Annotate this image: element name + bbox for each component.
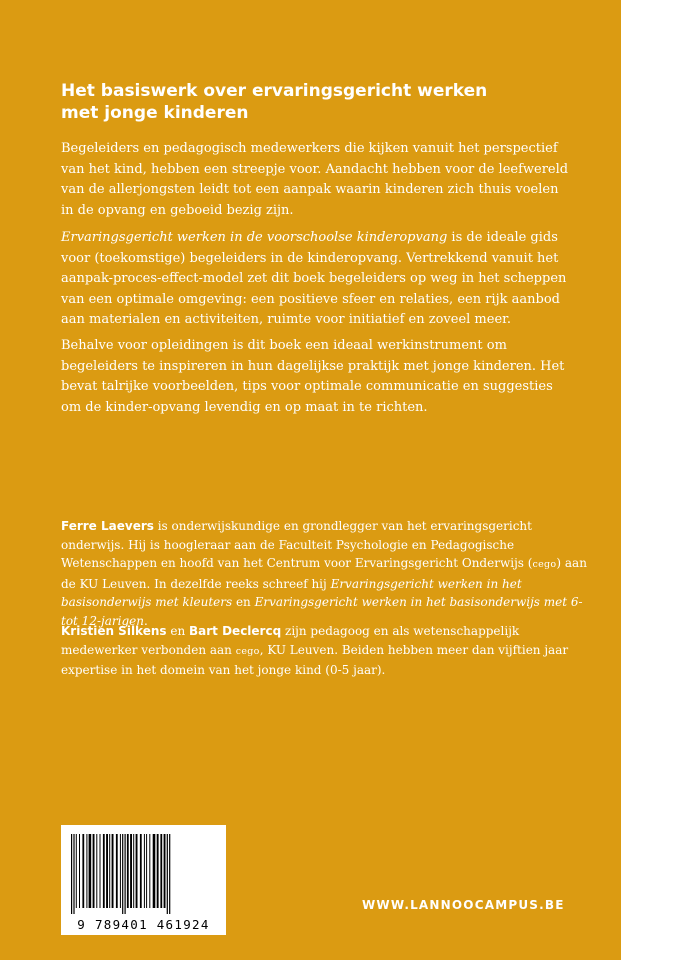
- heading-line-2: met jonge kinderen: [61, 103, 249, 123]
- bio1-cego: cego: [532, 559, 557, 570]
- barcode-bar: [120, 834, 121, 908]
- barcode-bar: [73, 834, 74, 914]
- bio2-text-1: zijn pedagoog en als wetenschappelijk medewerker verbonden aan: [61, 624, 520, 657]
- cover-heading: [61, 80, 581, 124]
- barcode-bar: [144, 834, 145, 908]
- usage-paragraph: Behalve voor opleidingen is dit boek een ideaal werkinstrument om begeleiders te inspireren in hun dagelijkse praktijk met jonge kinderen. Het bevat talrijke voorbeelden, tips voor optimale communicatie en suggesties om de kinder-opvang levendig en op maat in te richten.: [61, 338, 565, 415]
- barcode-bar: [169, 834, 170, 914]
- barcode-bar: [79, 834, 80, 908]
- barcode-bar: [71, 834, 72, 914]
- intro-paragraph: Begeleiders en pedagogisch medewerkers die kijken vanuit het perspectief van het kind, hebben een streepje voor. Aandacht hebben voor de leefwereld van de allerjongsten leidt tot een aanpak waarin kinderen zich thuis voelen in de opvang en geboeid bezig zijn.: [61, 141, 569, 218]
- author-name-laevers: Ferre Laevers: [61, 519, 154, 533]
- book-description-text: is de ideale gids voor (toekomstige) begeleiders in de kinderopvang. Vertrekkend vanuit het aanpak-proces-effect-model zet dit boek begeleiders op weg in het scheppen van een optimale omgeving: een positieve sfeer en relaties, een rijk aanbod aan materialen en activiteiten, ruimte voor initiatief en zoveel meer.: [61, 230, 567, 327]
- barcode-bar: [146, 834, 147, 908]
- book-description-paragraph: [61, 228, 571, 331]
- barcode-bar: [103, 834, 105, 908]
- barcode-bar: [96, 834, 97, 908]
- heading-line-1: Het basiswerk over ervaringsgericht werken: [61, 81, 488, 101]
- bio2-and: en: [166, 624, 190, 638]
- barcode-bar: [100, 834, 101, 908]
- barcode-bar: [130, 834, 132, 908]
- author-name-declercq: Bart Declercq: [189, 624, 282, 638]
- barcode-bar: [109, 834, 110, 908]
- barcode-bar: [167, 834, 168, 914]
- author-bio-silkens-declercq: [61, 622, 591, 680]
- barcode-bars: [69, 834, 218, 914]
- author-bio-laevers: [61, 517, 591, 630]
- book-title-italic: Ervaringsgericht werken in de voorschoolse kinderopvang: [61, 230, 448, 245]
- barcode-bar: [112, 834, 114, 908]
- barcode-bar: [133, 834, 134, 908]
- barcode-bar: [106, 834, 108, 908]
- isbn-barcode: [61, 825, 226, 935]
- barcode-bar: [140, 834, 142, 908]
- barcode-bar: [93, 834, 95, 908]
- barcode-bar: [153, 834, 156, 908]
- bio1-text-1: is onderwijskundige en grondlegger van het ervaringsgericht onderwijs. Hij is hoogleraar aan de Faculteit Psychologie en Pedagogische Wetenschappen en hoofd van het Centrum voor Ervaringsgericht Onderwijs (: [61, 519, 533, 570]
- bio1-book-title-1: Ervaringsgericht werken in het basisonderwijs met kleuters: [61, 576, 522, 609]
- barcode-bar: [89, 834, 92, 908]
- bio1-text-4: .: [143, 613, 148, 628]
- bio2-cego: cego: [235, 645, 260, 657]
- isbn-number: 9 789401 461924: [77, 917, 210, 932]
- bio1-book-title-2: Ervaringsgericht werken in het basisonderwijs met 6- tot 12-jarigen: [61, 595, 583, 628]
- bio2-text-2: , KU Leuven. Beiden hebben meer dan vijftien jaar expertise in het domein van het jonge kind (0-5 jaar).: [61, 642, 569, 677]
- barcode-bar: [82, 834, 84, 908]
- barcode-bar: [149, 834, 150, 908]
- barcode-bar: [122, 834, 123, 914]
- author-name-silkens: Kristien Silkens: [61, 624, 167, 638]
- website-url[interactable]: WWW.LANNOOCAMPUS.BE: [362, 898, 565, 912]
- barcode-bar: [125, 834, 126, 914]
- barcode-bar: [116, 834, 118, 908]
- bio1-text-2: ) aan de KU Leuven. In dezelfde reeks schreef hij: [61, 556, 587, 591]
- barcode-bar: [157, 834, 159, 908]
- barcode-bar: [127, 834, 129, 908]
- barcode-bar: [76, 834, 77, 908]
- barcode-bar: [136, 834, 138, 908]
- barcode-bar: [160, 834, 162, 908]
- barcode-bar: [164, 834, 166, 908]
- barcode-bar: [86, 834, 87, 908]
- bio1-text-3: en: [232, 595, 255, 609]
